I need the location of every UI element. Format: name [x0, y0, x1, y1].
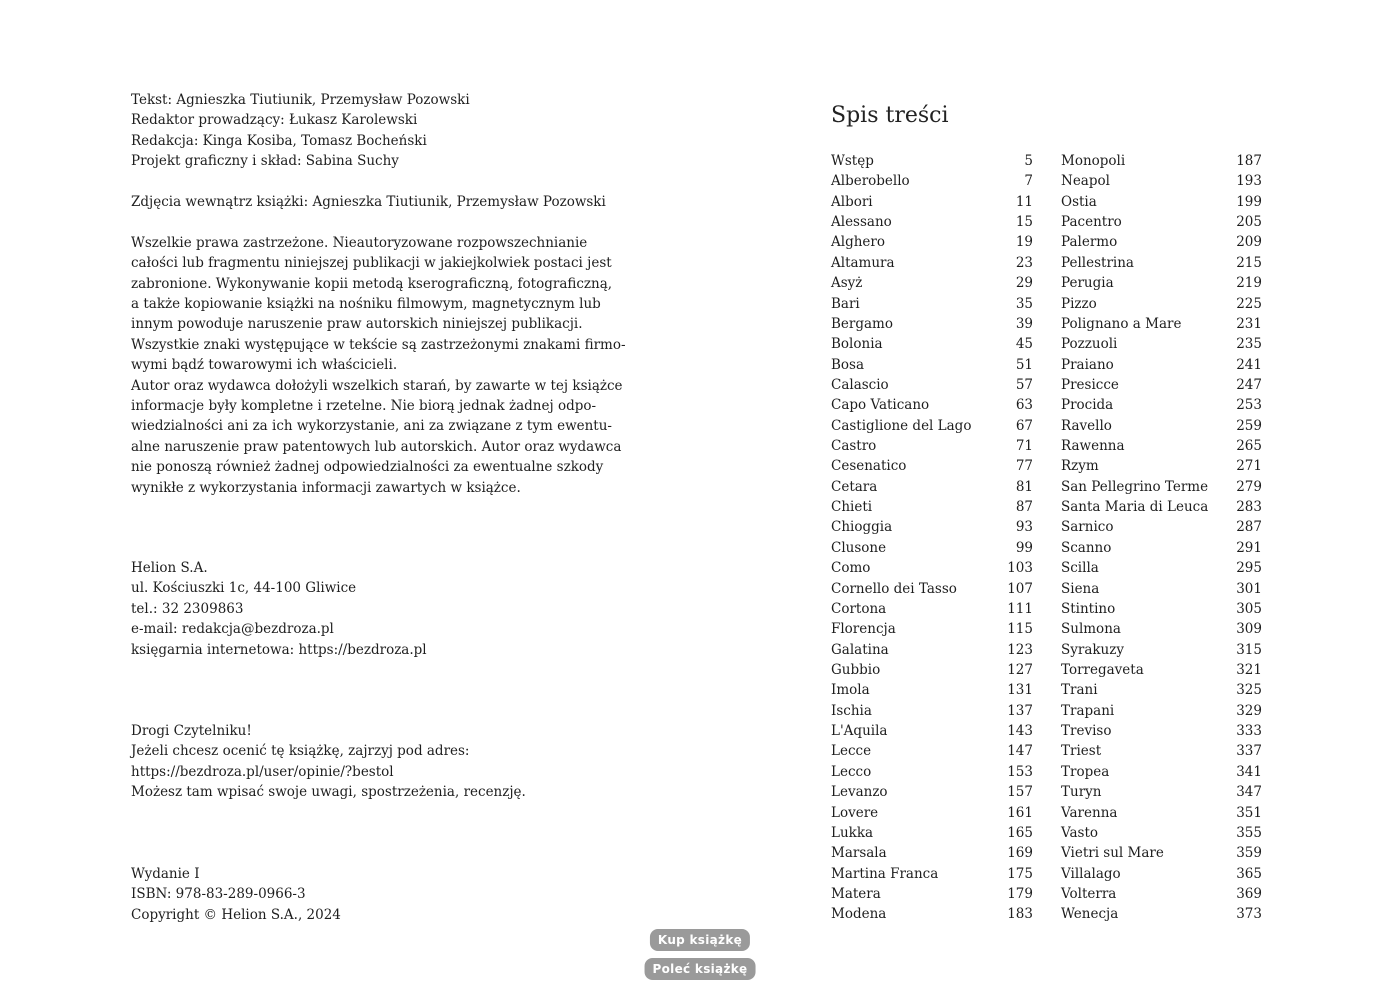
toc-entry[interactable]	[1061, 314, 1262, 334]
toc-entry-title: Cortona	[831, 600, 887, 617]
toc-entry[interactable]	[831, 334, 1033, 354]
toc-entry-title: Pacentro	[1061, 214, 1122, 231]
toc-entry-title: Scilla	[1061, 560, 1099, 577]
toc-entry[interactable]	[1061, 884, 1262, 904]
toc-entry-page: 137	[1007, 702, 1033, 719]
toc-entry-title: Pizzo	[1061, 295, 1097, 312]
toc-entry[interactable]	[831, 741, 1033, 761]
toc-entry-title: Ischia	[831, 702, 872, 719]
toc-entry[interactable]	[831, 680, 1033, 700]
toc-entry-title: Palermo	[1061, 234, 1118, 251]
toc-entry-title: Altamura	[831, 254, 895, 271]
toc-entry-title: Alessano	[831, 214, 892, 231]
toc-entry-page: 183	[1007, 906, 1033, 923]
toc-entry-page: 265	[1236, 438, 1262, 455]
toc-entry-title: Bolonia	[831, 336, 883, 353]
credit-line: Tekst: Agnieszka Tiutiunik, Przemysław Pozowski	[131, 92, 470, 108]
toc-title: Spis treści	[831, 103, 949, 128]
toc-entry-page: 309	[1236, 621, 1262, 638]
toc-entry-title: Levanzo	[831, 784, 888, 801]
toc-entry-title: Sulmona	[1061, 621, 1121, 638]
toc-entry-page: 271	[1236, 458, 1262, 475]
toc-entry[interactable]	[831, 660, 1033, 680]
toc-entry-page: 315	[1236, 641, 1262, 658]
toc-entry-title: Calascio	[831, 376, 889, 393]
toc-entry[interactable]	[1061, 477, 1262, 497]
toc-entry-title: Bergamo	[831, 315, 893, 332]
toc-entry-title: Monopoli	[1061, 153, 1126, 169]
toc-entry-page: 199	[1236, 193, 1262, 210]
toc-entry[interactable]	[1061, 171, 1262, 191]
toc-entry[interactable]	[1061, 904, 1262, 924]
toc-entry-title: Treviso	[1061, 723, 1112, 740]
toc-entry-page: 241	[1236, 356, 1262, 373]
toc-entry-page: 279	[1236, 478, 1262, 495]
toc-entry-page: 161	[1007, 804, 1033, 821]
toc-entry-page: 351	[1236, 804, 1262, 821]
toc-entry-page: 175	[1007, 865, 1033, 882]
credit-line: Redaktor prowadzący: Łukasz Karolewski	[131, 112, 418, 129]
toc-entry[interactable]	[1061, 701, 1262, 721]
toc-entry-page: 57	[1015, 376, 1033, 393]
publisher-line: e-mail: redakcja@bezdroza.pl	[131, 621, 334, 638]
toc-entry-title: Polignano a Mare	[1061, 315, 1182, 332]
toc-entry-page: 235	[1236, 336, 1262, 353]
toc-entry-page: 355	[1236, 824, 1262, 841]
toc-entry[interactable]	[831, 904, 1033, 924]
reader-line: Drogi Czytelniku!	[131, 723, 252, 739]
toc-entry-page: 15	[1015, 214, 1033, 231]
toc-entry[interactable]	[831, 171, 1033, 191]
toc-entry[interactable]	[1061, 619, 1262, 639]
toc-entry[interactable]	[1061, 762, 1262, 782]
toc-entry[interactable]	[1061, 375, 1262, 395]
toc-entry-title: Tropea	[1061, 763, 1110, 780]
publisher-info	[131, 558, 427, 660]
toc-entry-page: 193	[1236, 173, 1262, 190]
toc-entry[interactable]	[831, 558, 1033, 578]
buy-book-button[interactable]: Kup książkę	[650, 929, 750, 951]
toc-entry-page: 359	[1236, 845, 1262, 862]
toc-entry-title: Gubbio	[831, 661, 881, 678]
publisher-line: ul. Kościuszki 1c, 44-100 Gliwice	[131, 580, 357, 597]
toc-entry-title: Ostia	[1061, 193, 1097, 210]
toc-entry-page: 23	[1015, 254, 1033, 271]
edition-line: Copyright © Helion S.A., 2024	[131, 906, 341, 923]
toc-entry-page: 45	[1015, 336, 1033, 353]
toc-entry-title: Torregaveta	[1061, 661, 1144, 678]
toc-entry[interactable]	[831, 477, 1033, 497]
toc-entry[interactable]	[1061, 334, 1262, 354]
toc-entry-page: 225	[1236, 295, 1262, 312]
toc-entry[interactable]	[1061, 579, 1262, 599]
toc-entry[interactable]	[1061, 232, 1262, 252]
toc-entry-page: 373	[1236, 906, 1262, 923]
toc-entry-page: 103	[1007, 560, 1033, 577]
toc-entry-title: Como	[831, 560, 871, 577]
toc-entry-title: Marsala	[831, 845, 887, 862]
toc-entry-title: Cetara	[831, 478, 878, 495]
credit-line: Redakcja: Kinga Kosiba, Tomasz Bocheński	[131, 132, 427, 149]
toc-entry-title: Capo Vaticano	[831, 397, 930, 414]
toc-entry[interactable]	[1061, 823, 1262, 843]
toc-entry[interactable]	[1061, 151, 1262, 171]
toc-entry-title: Procida	[1061, 397, 1114, 414]
toc-entry-title: Bari	[831, 295, 860, 312]
legal-line: Wszelkie prawa zastrzeżone. Nieautoryzowane rozpowszechnianie	[131, 234, 588, 251]
legal-line: całości lub fragmentu niniejszej publikacji w jakiejkolwiek postaci jest	[131, 255, 612, 272]
toc-entry-page: 329	[1236, 702, 1262, 719]
publisher-line: Helion S.A.	[131, 560, 208, 576]
toc-entry-title: Castro	[831, 438, 877, 455]
toc-entry-title: L'Aquila	[831, 723, 888, 740]
toc-entry-page: 337	[1236, 743, 1262, 760]
toc-entry-page: 169	[1007, 845, 1033, 862]
publisher-line: księgarnia internetowa: https://bezdroza.pl	[131, 641, 427, 658]
toc-entry-title: Lukka	[831, 824, 874, 841]
toc-entry[interactable]	[831, 823, 1033, 843]
toc-entry[interactable]	[831, 273, 1033, 293]
legal-line: wiedzialności ani za ich wykorzystanie, ani za związane z tym ewentu-	[131, 418, 612, 435]
toc-entry-title: Santa Maria di Leuca	[1061, 499, 1209, 516]
toc-entry[interactable]	[1061, 843, 1262, 863]
toc-entry-title: Pozzuoli	[1061, 336, 1118, 353]
toc-entry[interactable]	[831, 640, 1033, 660]
toc-entry-title: Chieti	[831, 499, 873, 516]
toc-entry-title: Chioggia	[831, 519, 893, 536]
recommend-book-button[interactable]: Poleć książkę	[645, 958, 756, 980]
toc-entry-title: Neapol	[1061, 173, 1110, 190]
credit-line: Projekt graficzny i skład: Sabina Suchy	[131, 153, 399, 170]
toc-entry-page: 347	[1236, 784, 1262, 801]
toc-entry[interactable]	[831, 436, 1033, 456]
toc-entry[interactable]	[831, 232, 1033, 252]
toc-entry[interactable]	[1061, 192, 1262, 212]
toc-entry-title: Presicce	[1061, 376, 1119, 393]
toc-entry-title: Vietri sul Mare	[1061, 845, 1164, 862]
toc-entry-page: 283	[1236, 499, 1262, 516]
legal-line: Wszystkie znaki występujące w tekście są zastrzeżonymi znakami firmo-	[131, 336, 626, 353]
toc-entry-page: 127	[1007, 661, 1033, 678]
toc-entry-page: 259	[1236, 417, 1262, 434]
toc-entry[interactable]	[831, 803, 1033, 823]
toc-entry-title: Martina Franca	[831, 865, 939, 882]
toc-entry-title: Galatina	[831, 641, 889, 658]
toc-entry-page: 11	[1015, 193, 1033, 210]
toc-entry-title: Turyn	[1061, 784, 1102, 801]
toc-entry[interactable]	[831, 864, 1033, 884]
legal-line: informacje były kompletne i rzetelne. Nie biorą jednak żadnej odpo-	[131, 398, 597, 415]
toc-entry[interactable]	[831, 884, 1033, 904]
toc-entry-title: Albori	[831, 193, 873, 210]
toc-entry[interactable]	[831, 395, 1033, 415]
toc-entry-page: 325	[1236, 682, 1262, 699]
toc-entry-title: Castiglione del Lago	[831, 417, 972, 434]
toc-entry-page: 219	[1236, 275, 1262, 292]
toc-entry[interactable]	[831, 151, 1033, 171]
edition-line: Wydanie I	[131, 866, 200, 882]
toc-entry-title: Vasto	[1061, 824, 1099, 841]
toc-entry-title: Imola	[831, 682, 870, 699]
toc-entry[interactable]	[1061, 253, 1262, 273]
toc-entry-title: Stintino	[1061, 600, 1116, 617]
toc-entry-page: 205	[1236, 214, 1262, 231]
toc-entry-page: 301	[1236, 580, 1262, 597]
toc-entry[interactable]	[1061, 782, 1262, 802]
toc-entry[interactable]	[831, 579, 1033, 599]
toc-entry-page: 253	[1236, 397, 1262, 414]
toc-entry-title: Matera	[831, 885, 881, 902]
toc-entry[interactable]	[1061, 517, 1262, 537]
toc-entry-page: 147	[1007, 743, 1033, 760]
toc-entry-page: 71	[1015, 438, 1033, 455]
toc-entry-page: 291	[1236, 539, 1262, 556]
toc-entry-page: 341	[1236, 763, 1262, 780]
reader-line: Możesz tam wpisać swoje uwagi, spostrzeżenia, recenzję.	[131, 784, 526, 801]
legal-line: Autor oraz wydawca dołożyli wszelkich starań, by zawarte w tej książce	[131, 377, 623, 394]
toc-entry[interactable]	[1061, 395, 1262, 415]
toc-entry[interactable]	[831, 416, 1033, 436]
toc-entry[interactable]	[1061, 416, 1262, 436]
toc-entry-page: 93	[1015, 519, 1033, 536]
toc-entry[interactable]	[1061, 599, 1262, 619]
toc-entry-title: Ravello	[1061, 417, 1112, 434]
toc-entry-page: 115	[1007, 621, 1033, 638]
toc-entry-title: Cesenatico	[831, 458, 907, 475]
toc-entry-title: Asyż	[831, 275, 863, 292]
toc-entry[interactable]	[831, 762, 1033, 782]
publisher-line: tel.: 32 2309863	[131, 600, 244, 617]
toc-entry[interactable]	[1061, 294, 1262, 314]
toc-entry-page: 365	[1236, 865, 1262, 882]
reader-note	[131, 721, 526, 803]
toc-entry-page: 179	[1007, 885, 1033, 902]
toc-entry[interactable]	[831, 375, 1033, 395]
toc-entry[interactable]	[831, 599, 1033, 619]
toc-entry[interactable]	[831, 538, 1033, 558]
toc-entry[interactable]	[831, 314, 1033, 334]
toc-entry[interactable]	[1061, 558, 1262, 578]
toc-entry-page: 333	[1236, 723, 1262, 740]
toc-entry[interactable]	[831, 294, 1033, 314]
toc-entry-title: Cornello dei Tasso	[831, 580, 957, 597]
toc-entry-page: 165	[1007, 824, 1033, 841]
toc-entry[interactable]	[1061, 640, 1262, 660]
toc-column-2	[1061, 151, 1262, 925]
toc-entry-title: Wstęp	[831, 153, 874, 169]
toc-entry-page: 321	[1236, 661, 1262, 678]
edition-line: ISBN: 978-83-289-0966-3	[131, 886, 306, 903]
toc-entry[interactable]	[1061, 436, 1262, 456]
toc-entry[interactable]	[1061, 864, 1262, 884]
toc-entry-page: 51	[1015, 356, 1033, 373]
toc-entry-title: Rawenna	[1061, 438, 1125, 455]
toc-entry[interactable]	[1061, 497, 1262, 517]
toc-entry-title: Clusone	[831, 539, 887, 556]
legal-notice	[131, 233, 626, 498]
toc-entry-page: 107	[1007, 580, 1033, 597]
toc-entry-page: 369	[1236, 885, 1262, 902]
reader-line: Jeżeli chcesz ocenić tę książkę, zajrzyj pod adres:	[131, 743, 470, 760]
toc-entry-page: 287	[1236, 519, 1262, 536]
toc-entry[interactable]	[831, 456, 1033, 476]
toc-entry-page: 157	[1007, 784, 1033, 801]
reader-line: https://bezdroza.pl/user/opinie/?bestol	[131, 763, 394, 780]
toc-entry-page: 247	[1236, 376, 1262, 393]
toc-entry-page: 111	[1007, 600, 1033, 617]
photo-credits: Zdjęcia wewnątrz książki: Agnieszka Tiutiunik, Przemysław Pozowski	[131, 194, 606, 211]
toc-entry-title: Sarnico	[1061, 519, 1114, 536]
toc-entry[interactable]	[831, 253, 1033, 273]
toc-entry-title: Volterra	[1061, 885, 1117, 902]
toc-entry-page: 39	[1015, 315, 1033, 332]
toc-entry-page: 143	[1007, 723, 1033, 740]
toc-entry-title: Lecce	[831, 743, 872, 760]
toc-entry-title: Triest	[1061, 743, 1102, 760]
toc-entry[interactable]	[831, 701, 1033, 721]
legal-line: wymi bądź towarowymi ich właścicieli.	[131, 357, 398, 374]
toc-entry-title: Alghero	[831, 234, 885, 251]
toc-entry-title: Lecco	[831, 763, 872, 780]
toc-entry-page: 81	[1015, 478, 1033, 495]
toc-entry-title: Scanno	[1061, 539, 1112, 556]
toc-entry-page: 209	[1236, 234, 1262, 251]
legal-line: wynikłe z wykorzystania informacji zawartych w książce.	[131, 479, 521, 496]
left-page	[131, 90, 626, 498]
toc-entry[interactable]	[831, 721, 1033, 741]
toc-entry-page: 295	[1236, 560, 1262, 577]
toc-entry[interactable]	[1061, 803, 1262, 823]
toc-entry[interactable]	[1061, 456, 1262, 476]
toc-entry-page: 305	[1236, 600, 1262, 617]
toc-entry-title: Bosa	[831, 356, 865, 373]
toc-entry[interactable]	[1061, 680, 1262, 700]
toc-entry-page: 63	[1015, 397, 1033, 414]
toc-entry-page: 29	[1015, 275, 1033, 292]
toc-entry[interactable]	[831, 355, 1033, 375]
toc-entry-title: Villalago	[1061, 865, 1121, 882]
toc-entry-title: San Pellegrino Terme	[1061, 478, 1209, 495]
toc-entry-page: 153	[1007, 763, 1033, 780]
legal-line: a także kopiowanie książki na nośniku filmowym, magnetycznym lub	[131, 296, 601, 313]
toc-entry-page: 231	[1236, 315, 1262, 332]
toc-entry[interactable]	[831, 843, 1033, 863]
toc-entry-page: 7	[1024, 173, 1033, 190]
edition-info	[131, 864, 341, 925]
toc-entry-page: 19	[1015, 234, 1033, 251]
toc-entry[interactable]	[1061, 212, 1262, 232]
toc-entry[interactable]	[1061, 741, 1262, 761]
toc-entry-title: Trapani	[1061, 702, 1115, 719]
toc-entry-page: 123	[1007, 641, 1033, 658]
toc-entry[interactable]	[1061, 273, 1262, 293]
toc-entry-page: 5	[1024, 153, 1033, 169]
legal-line: alne naruszenie praw patentowych lub autorskich. Autor oraz wydawca	[131, 438, 622, 455]
toc-entry-page: 215	[1236, 254, 1262, 271]
toc-entry-page: 99	[1015, 539, 1033, 556]
toc-entry[interactable]	[831, 212, 1033, 232]
toc-entry-title: Siena	[1061, 580, 1100, 597]
toc-entry-title: Praiano	[1061, 356, 1114, 373]
toc-entry[interactable]	[831, 517, 1033, 537]
toc-entry-title: Syrakuzy	[1061, 641, 1124, 658]
toc-entry[interactable]	[831, 619, 1033, 639]
toc-entry-title: Alberobello	[831, 173, 910, 190]
toc-entry[interactable]	[831, 782, 1033, 802]
toc-entry-title: Wenecja	[1061, 906, 1119, 923]
toc-entry-title: Rzym	[1061, 458, 1099, 475]
toc-entry-title: Florencja	[831, 621, 896, 638]
toc-entry-title: Modena	[831, 906, 887, 923]
toc-entry-title: Varenna	[1061, 804, 1118, 821]
toc-column-1	[831, 151, 1033, 925]
toc-entry-page: 35	[1015, 295, 1033, 312]
toc-entry-title: Lovere	[831, 804, 879, 821]
toc-entry-page: 67	[1015, 417, 1033, 434]
legal-line: innym powoduje naruszenie praw autorskich niniejszej publikacji.	[131, 316, 583, 333]
toc-entry[interactable]	[1061, 660, 1262, 680]
toc-entry-title: Pellestrina	[1061, 254, 1134, 271]
toc-entry[interactable]	[1061, 355, 1262, 375]
toc-entry-title: Trani	[1061, 682, 1098, 699]
toc-entry-page: 87	[1015, 499, 1033, 516]
toc-entry[interactable]	[1061, 538, 1262, 558]
toc-entry-title: Perugia	[1061, 275, 1114, 292]
toc-entry[interactable]	[831, 192, 1033, 212]
legal-line: zabronione. Wykonywanie kopii metodą kserograficzną, fotograficzną,	[131, 275, 613, 292]
toc-entry[interactable]	[831, 497, 1033, 517]
toc-entry[interactable]	[1061, 721, 1262, 741]
toc-entry-page: 77	[1015, 458, 1033, 475]
toc-entry-page: 131	[1007, 682, 1033, 699]
legal-line: nie ponoszą również żadnej odpowiedzialności za ewentualne szkody	[131, 459, 604, 476]
toc-entry-page: 187	[1236, 153, 1262, 169]
credits	[131, 90, 573, 172]
